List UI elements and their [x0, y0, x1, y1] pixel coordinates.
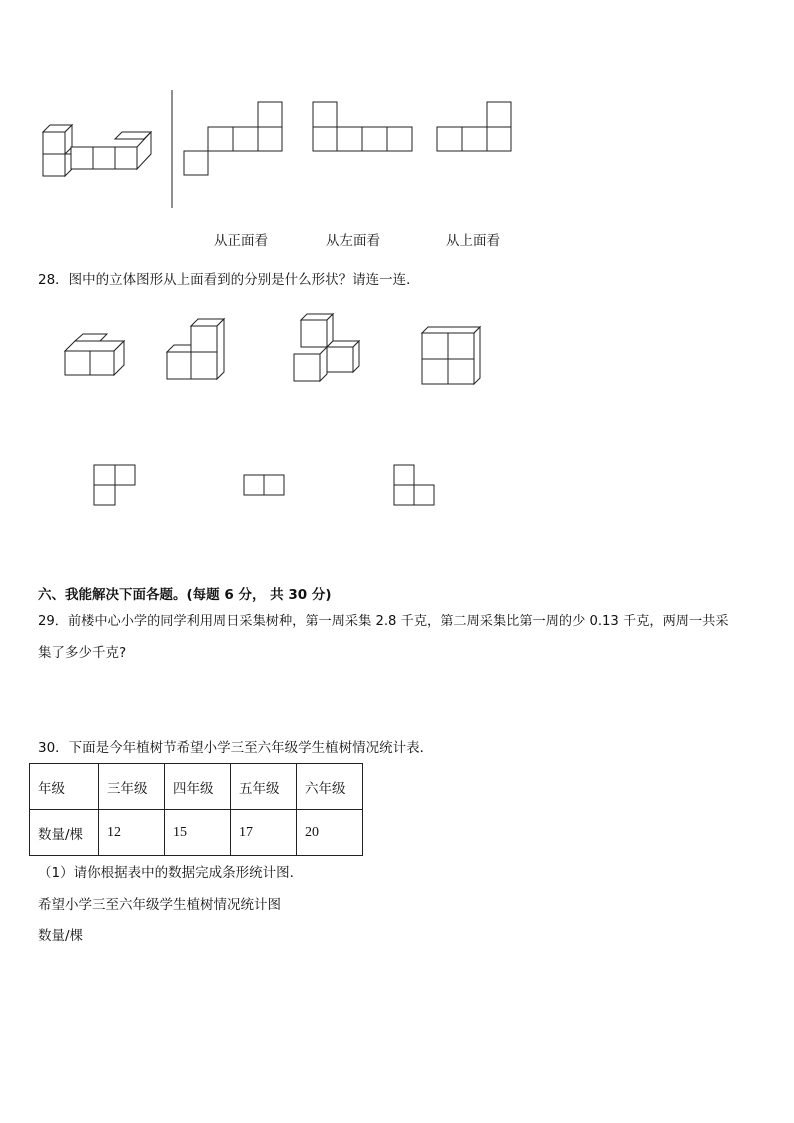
- section-6-heading: 六、我能解决下面各题。(每题 6 分， 共 30 分): [38, 587, 332, 603]
- solid-a-figure: [65, 334, 124, 375]
- question-30: 30．下面是今年植树节希望小学三至六年级学生植树情况统计表．: [38, 740, 434, 756]
- shape-2-figure: [244, 475, 284, 495]
- table-header-cell: 年级: [30, 764, 99, 810]
- solid-c-figure: [294, 314, 359, 381]
- solid-b-figure: [167, 319, 224, 379]
- solid-d-figure: [422, 327, 480, 384]
- chart-title: 希望小学三至六年级学生植树情况统计图: [38, 897, 281, 913]
- shape-1-figure: [94, 465, 135, 505]
- left-view-label: 从左面看: [326, 233, 380, 249]
- table-row-label: 数量/棵: [30, 810, 99, 856]
- question-28: 28．图中的立体图形从上面看到的分别是什么形状？请连一连．: [38, 272, 420, 288]
- table-cell: 15: [165, 810, 231, 856]
- table-header-cell: 六年级: [297, 764, 363, 810]
- tree-planting-table: [29, 763, 363, 856]
- table-cell: 12: [99, 810, 165, 856]
- table-header-cell: 五年级: [231, 764, 297, 810]
- table-header-cell: 四年级: [165, 764, 231, 810]
- table-cell: 17: [231, 810, 297, 856]
- chart-y-label: 数量/棵: [38, 928, 84, 944]
- front-view-label: 从正面看: [214, 233, 268, 249]
- question-30-part-1: （1）请你根据表中的数据完成条形统计图.: [38, 865, 294, 881]
- question-29-line-2: 集了多少千克?: [38, 645, 127, 661]
- q28-figures: [0, 0, 794, 520]
- table-header-row: [30, 764, 363, 810]
- shape-3-figure: [394, 465, 434, 505]
- table-header-cell: 三年级: [99, 764, 165, 810]
- top-view-label: 从上面看: [446, 233, 500, 249]
- table-row: [30, 810, 363, 856]
- question-29-line-1: 29．前楼中心小学的同学利用周日采集树种，第一周采集 2.8 千克，第二周采集比第一周的少 0.13 千克，两周一共采: [38, 614, 729, 629]
- table-cell: 20: [297, 810, 363, 856]
